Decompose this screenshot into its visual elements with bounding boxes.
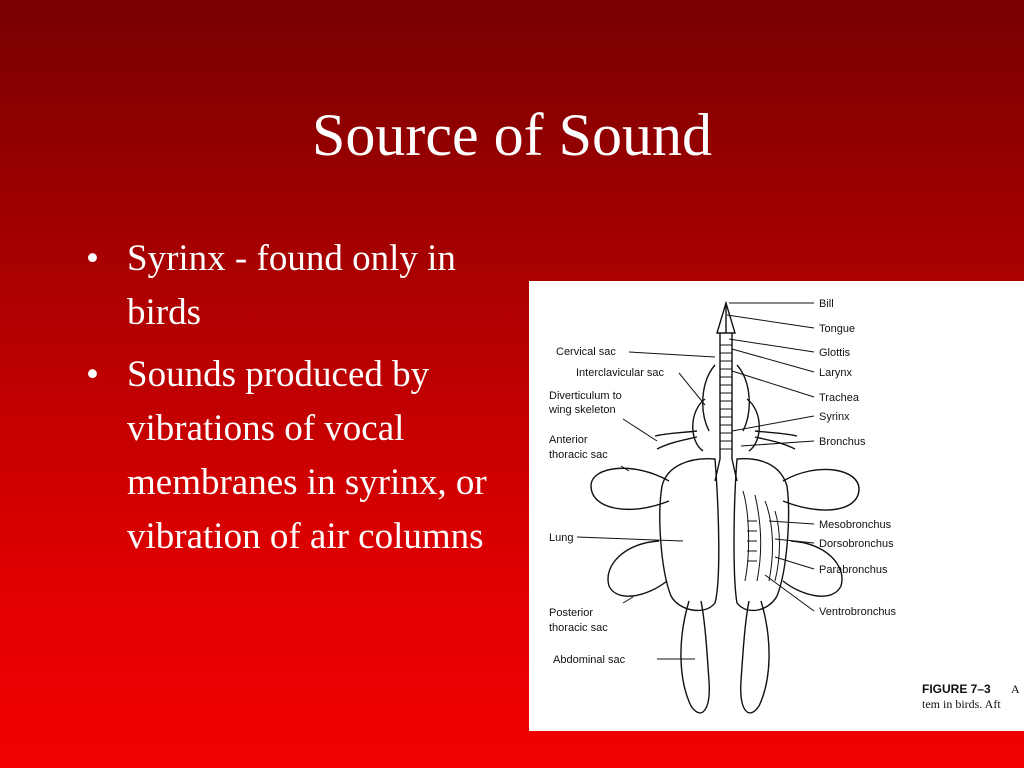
posterior-thoracic-sac-shape bbox=[608, 541, 667, 596]
bullet-icon: • bbox=[86, 354, 99, 395]
label-ventrobronchus: Ventrobronchus bbox=[819, 606, 897, 618]
bronchus-shape bbox=[715, 459, 737, 481]
label-interclavicular-sac: Interclavicular sac bbox=[576, 367, 665, 379]
bullet-list bbox=[86, 232, 516, 572]
label-bill: Bill bbox=[819, 298, 834, 310]
label-tongue: Tongue bbox=[819, 323, 856, 335]
bird-respiratory-diagram bbox=[529, 281, 1024, 731]
label-glottis: Glottis bbox=[819, 347, 851, 359]
label-lung: Lung bbox=[549, 532, 574, 544]
bullet-item bbox=[86, 348, 516, 564]
label-diverticulum-1: Diverticulum to bbox=[549, 390, 622, 402]
figure-caption-start: A bbox=[1011, 682, 1020, 696]
trachea-shape bbox=[720, 333, 732, 459]
bullet-item bbox=[86, 232, 516, 340]
label-diverticulum-2: wing skeleton bbox=[549, 404, 616, 416]
slide-title: Source of Sound bbox=[312, 102, 712, 168]
figure-caption-line2: tem in birds. Aft bbox=[922, 697, 1001, 711]
label-larynx: Larynx bbox=[819, 367, 853, 379]
wing-diverticulum-shape bbox=[655, 431, 697, 449]
label-abdominal-sac: Abdominal sac bbox=[553, 654, 626, 666]
anterior-thoracic-sac-shape bbox=[591, 468, 669, 509]
figure-caption-number: FIGURE 7–3 bbox=[922, 682, 991, 696]
abdominal-sac-shape bbox=[681, 601, 709, 713]
lung-right-shape bbox=[734, 459, 789, 611]
cervical-sac-shape bbox=[703, 365, 750, 431]
label-posterior-2: thoracic sac bbox=[549, 622, 608, 634]
bullet-icon: • bbox=[86, 238, 99, 279]
label-parabronchus: Parabronchus bbox=[819, 564, 888, 576]
bullet-text: Sounds produced by vibrations of vocal membranes in syrinx, or vibration of air columns bbox=[127, 354, 487, 557]
label-anterior-2: thoracic sac bbox=[549, 449, 608, 461]
label-cervical-sac: Cervical sac bbox=[556, 346, 616, 358]
label-dorsobronchus: Dorsobronchus bbox=[819, 538, 894, 550]
label-mesobronchus: Mesobronchus bbox=[819, 519, 892, 531]
label-syrinx: Syrinx bbox=[819, 411, 850, 423]
label-posterior-1: Posterior bbox=[549, 607, 594, 619]
label-trachea: Trachea bbox=[819, 392, 859, 404]
diagram-drawing bbox=[529, 281, 1024, 731]
label-anterior-1: Anterior bbox=[549, 434, 588, 446]
label-bronchus: Bronchus bbox=[819, 436, 866, 448]
bullet-text: Syrinx - found only in birds bbox=[127, 238, 456, 333]
